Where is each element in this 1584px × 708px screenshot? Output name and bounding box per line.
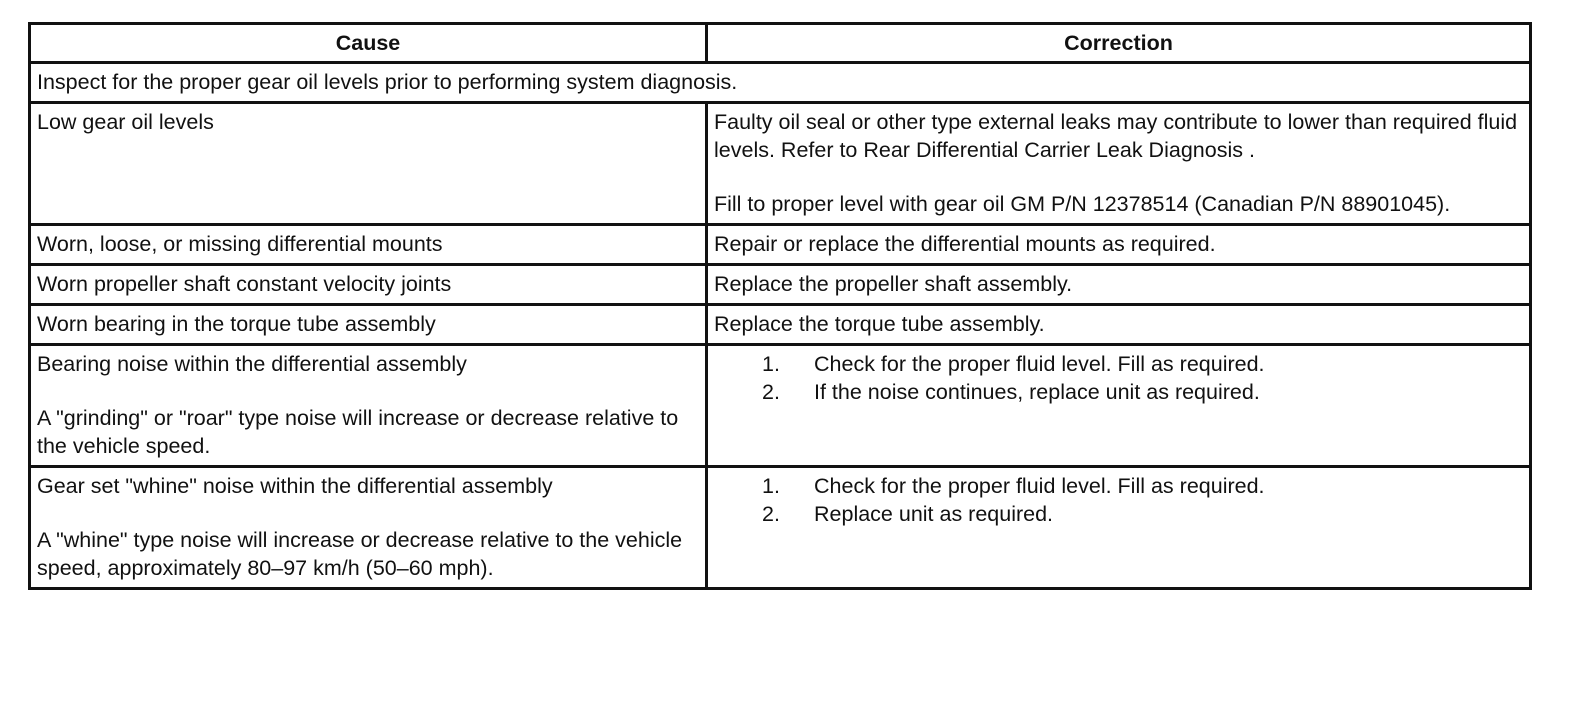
step-number: 1.: [762, 352, 780, 376]
correction-steps: [714, 350, 1523, 406]
correction-cell: [707, 265, 1531, 305]
correction-cell: [707, 225, 1531, 265]
step-number: 2.: [762, 380, 780, 404]
step-text: If the noise continues, replace unit as required.: [814, 380, 1260, 404]
table-row: [30, 345, 1531, 467]
cause-text: A "whine" type noise will increase or decrease relative to the vehicle speed, approximately 80–97 km/h (50–60 mph).: [37, 528, 683, 580]
correction-text: Faulty oil seal or other type external leaks may contribute to lower than required fluid levels. Refer to Rear Differential Carrier Leak Diagnosis .: [714, 110, 1518, 162]
header-correction: Correction: [707, 24, 1531, 63]
note-row: [30, 63, 1531, 103]
correction-cell: [707, 305, 1531, 345]
cause-text: Low gear oil levels: [37, 110, 214, 134]
step-item: [762, 350, 1523, 378]
step-item: [762, 500, 1523, 528]
header-cause: Cause: [30, 24, 707, 63]
note-cell: Inspect for the proper gear oil levels prior to performing system diagnosis.: [30, 63, 1531, 103]
correction-cell: [707, 345, 1531, 467]
cause-text: Worn propeller shaft constant velocity joints: [37, 272, 452, 296]
cause-cell: [30, 225, 707, 265]
cause-text: Worn, loose, or missing differential mounts: [37, 232, 443, 256]
step-item: [762, 378, 1523, 406]
step-text: Check for the proper fluid level. Fill as required.: [814, 474, 1265, 498]
step-number: 1.: [762, 474, 780, 498]
table-row: [30, 103, 1531, 225]
correction-text: Fill to proper level with gear oil GM P/N 12378514 (Canadian P/N 88901045).: [714, 192, 1451, 216]
cause-cell: [30, 467, 707, 589]
header-row: [30, 24, 1531, 63]
table-row: [30, 305, 1531, 345]
correction-text: Replace the propeller shaft assembly.: [714, 272, 1073, 296]
correction-steps: [714, 472, 1523, 528]
correction-cell: [707, 467, 1531, 589]
cause-cell: [30, 103, 707, 225]
correction-text: Repair or replace the differential mounts as required.: [714, 232, 1216, 256]
correction-text: Replace the torque tube assembly.: [714, 312, 1045, 336]
table-row: [30, 467, 1531, 589]
step-number: 2.: [762, 502, 780, 526]
table-row: [30, 265, 1531, 305]
cause-cell: [30, 345, 707, 467]
diagnosis-table: [28, 22, 1532, 590]
step-text: Replace unit as required.: [814, 502, 1054, 526]
cause-text: A "grinding" or "roar" type noise will increase or decrease relative to the vehicle speed.: [37, 406, 679, 458]
step-item: [762, 472, 1523, 500]
cause-cell: [30, 305, 707, 345]
cause-cell: [30, 265, 707, 305]
cause-text: Worn bearing in the torque tube assembly: [37, 312, 436, 336]
correction-cell: [707, 103, 1531, 225]
cause-text: Gear set "whine" noise within the differential assembly: [37, 474, 553, 498]
cause-text: Bearing noise within the differential assembly: [37, 352, 467, 376]
step-text: Check for the proper fluid level. Fill as required.: [814, 352, 1265, 376]
table-row: [30, 225, 1531, 265]
